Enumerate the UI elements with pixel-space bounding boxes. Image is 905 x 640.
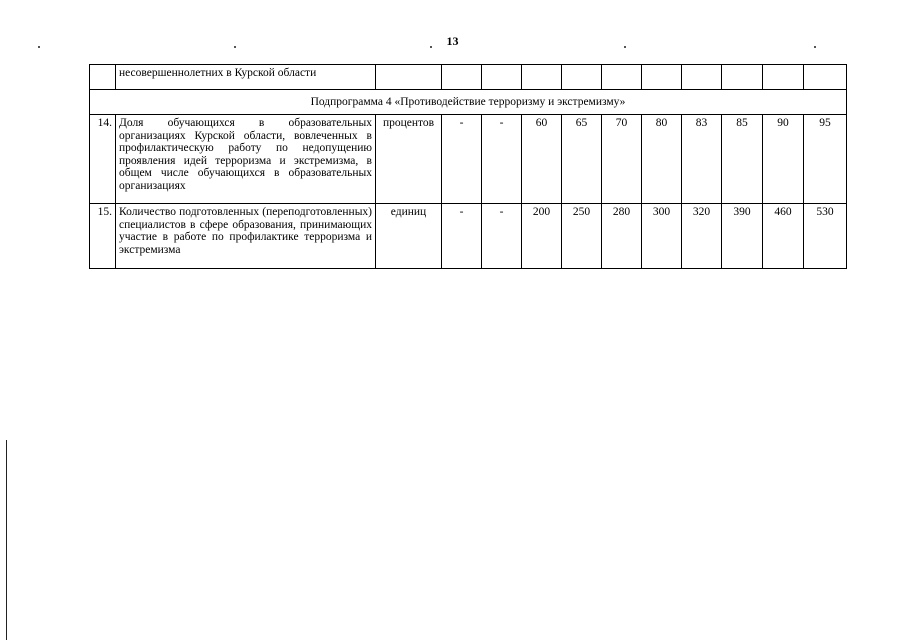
value-cell: 390 — [722, 204, 763, 269]
scan-speck — [38, 46, 40, 48]
table-row — [90, 115, 847, 204]
value-cell — [442, 65, 482, 90]
indicator-name: Количество подготовленных (переподготовленных) специалистов в сфере образования, принимающих участие в работе по профилактике терроризма и экстремизма — [116, 204, 376, 269]
table-row — [90, 204, 847, 269]
value-cell: 60 — [522, 115, 562, 204]
value-cell: 460 — [763, 204, 804, 269]
value-cell: 65 — [562, 115, 602, 204]
value-cell — [804, 65, 847, 90]
value-cell: - — [442, 204, 482, 269]
value-cell: 70 — [602, 115, 642, 204]
row-number: 14. — [90, 115, 116, 204]
value-cell: - — [442, 115, 482, 204]
subprogram-title: Подпрограмма 4 «Противодействие терроризму и экстремизму» — [90, 90, 847, 115]
value-cell — [722, 65, 763, 90]
indicators-table — [89, 64, 847, 269]
value-cell: 320 — [682, 204, 722, 269]
page-number: 13 — [446, 34, 459, 48]
indicator-name: Доля обучающихся в образовательных организациях Курской области, вовлеченных в профилактическую работу по недопущению проявления идей терроризма и экстремизма, в общем числе обучающихся в образовательных организациях — [116, 115, 376, 204]
unit-cell — [376, 65, 442, 90]
value-cell — [642, 65, 682, 90]
value-cell: - — [482, 115, 522, 204]
subprogram-header-row — [90, 90, 847, 115]
row-number — [90, 65, 116, 90]
value-cell — [602, 65, 642, 90]
value-cell: 530 — [804, 204, 847, 269]
value-cell — [562, 65, 602, 90]
table-row-continued — [90, 65, 847, 90]
value-cell: 300 — [642, 204, 682, 269]
unit-cell: единиц — [376, 204, 442, 269]
scan-speck — [624, 46, 626, 48]
value-cell: 250 — [562, 204, 602, 269]
value-cell — [522, 65, 562, 90]
value-cell: 95 — [804, 115, 847, 204]
value-cell: 200 — [522, 204, 562, 269]
value-cell — [482, 65, 522, 90]
scan-speck — [430, 46, 432, 48]
unit-cell: процентов — [376, 115, 442, 204]
row-number: 15. — [90, 204, 116, 269]
value-cell — [682, 65, 722, 90]
value-cell: 90 — [763, 115, 804, 204]
scan-speck — [814, 46, 816, 48]
scan-speck — [234, 46, 236, 48]
value-cell: 85 — [722, 115, 763, 204]
value-cell: 83 — [682, 115, 722, 204]
value-cell: - — [482, 204, 522, 269]
value-cell: 80 — [642, 115, 682, 204]
value-cell: 280 — [602, 204, 642, 269]
indicator-name: несовершеннолетних в Курской области — [116, 65, 376, 90]
value-cell — [763, 65, 804, 90]
scan-margin-line — [6, 440, 7, 640]
